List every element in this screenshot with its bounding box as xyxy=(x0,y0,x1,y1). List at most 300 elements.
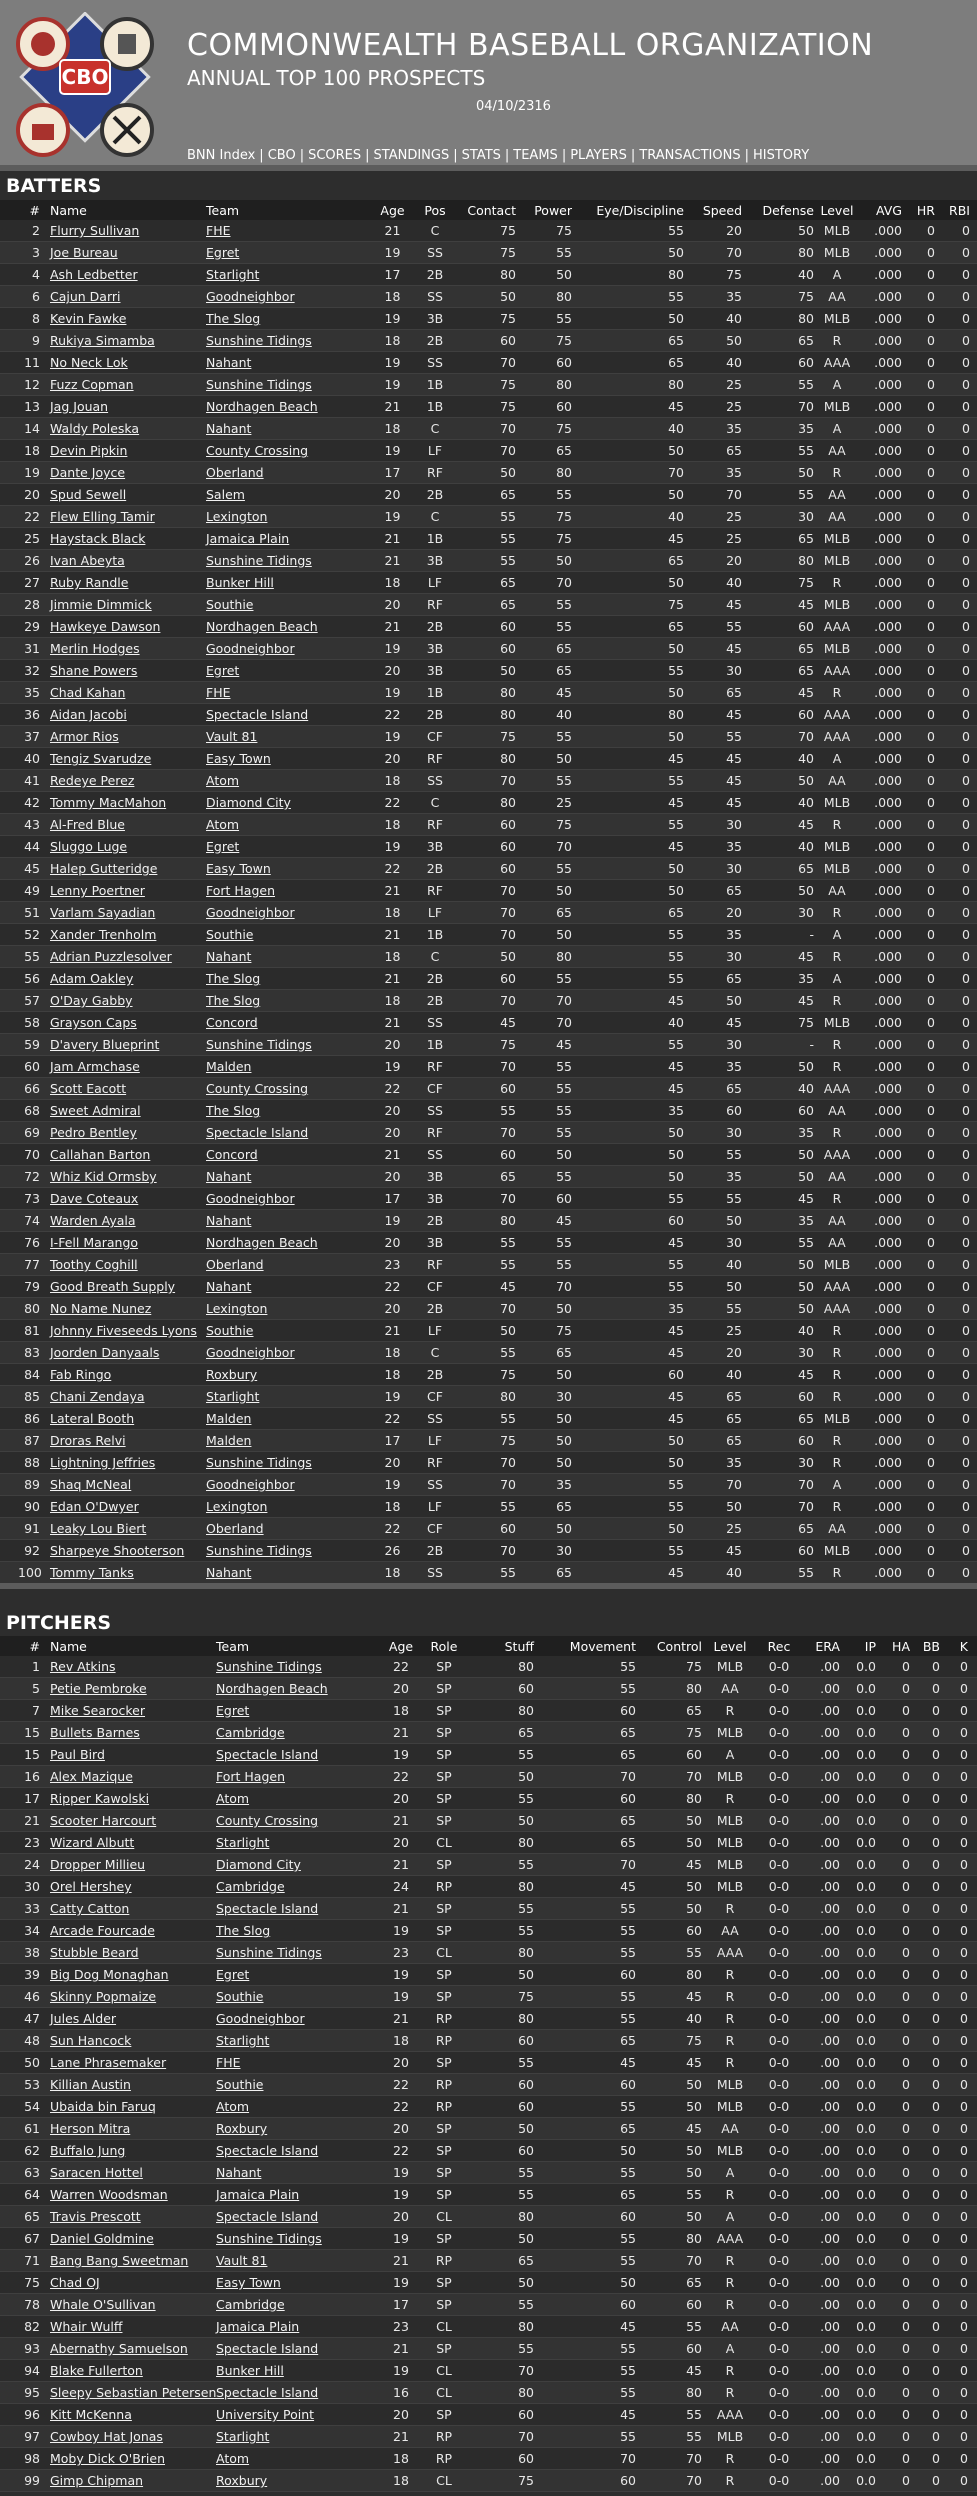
cell-pos: CF xyxy=(427,1389,443,1404)
cell-level: A xyxy=(832,1477,842,1492)
cell-player-name[interactable]: Tommy Tanks xyxy=(50,1565,134,1580)
cell-player-name[interactable]: Pedro Bentley xyxy=(50,1125,137,1140)
cell-player-name[interactable]: Toothy Coghill xyxy=(50,1257,138,1272)
cell-player-name[interactable]: Mike Searocker xyxy=(50,1703,146,1718)
cell-player-name[interactable]: Good Breath Supply xyxy=(50,1279,176,1294)
cell-team[interactable]: Concord xyxy=(206,1015,258,1030)
cell-player-name[interactable]: Big Dog Monaghan xyxy=(50,1967,169,1982)
cell-rbi: 0 xyxy=(962,1477,970,1492)
cell-team[interactable]: Sunshine Tidings xyxy=(206,377,312,392)
cell-hr: 0 xyxy=(927,223,935,238)
cell-eye-discipline: 35 xyxy=(668,1103,684,1118)
cell-player-name[interactable]: Cowboy Hat Jonas xyxy=(50,2429,163,2444)
nav-link-cbo[interactable]: CBO xyxy=(267,148,296,163)
cell-team[interactable]: Easy Town xyxy=(216,2275,281,2290)
cell-rank: 46 xyxy=(24,1989,40,2004)
cell-team[interactable]: Sunshine Tidings xyxy=(206,333,312,348)
cell-team[interactable]: Southie xyxy=(206,597,254,612)
cell-player-name[interactable]: Kevin Fawke xyxy=(50,311,127,326)
cell-player-name[interactable]: Joe Bureau xyxy=(50,245,118,260)
cell-player-name[interactable]: Adam Oakley xyxy=(50,971,134,986)
cell-team[interactable]: County Crossing xyxy=(206,443,309,458)
table-row xyxy=(0,440,977,462)
cell-team[interactable]: Lexington xyxy=(206,509,268,524)
cell-k: 0 xyxy=(960,2297,968,2312)
cell-player-name[interactable]: Chani Zendaya xyxy=(50,1389,145,1404)
cell-team[interactable]: Easy Town xyxy=(206,861,271,876)
cell-player-name[interactable]: Travis Prescott xyxy=(50,2209,141,2224)
cell-player-name[interactable]: Shaq McNeal xyxy=(50,1477,132,1492)
nav-link-standings[interactable]: STANDINGS xyxy=(373,148,450,163)
cell-rank: 62 xyxy=(24,2143,40,2158)
cell-team[interactable]: Spectacle Island xyxy=(216,1747,319,1762)
cell-team[interactable]: Goodneighbor xyxy=(206,641,295,656)
cell-player-name[interactable]: Jam Armchase xyxy=(50,1059,140,1074)
cell-team[interactable]: Goodneighbor xyxy=(206,1345,295,1360)
cell-team[interactable]: Nordhagen Beach xyxy=(206,399,318,414)
cell-k: 0 xyxy=(960,1857,968,1872)
cell-control: 50 xyxy=(686,1813,702,1828)
cell-team[interactable]: Spectacle Island xyxy=(216,2143,319,2158)
cell-avg: .000 xyxy=(874,1499,902,1514)
cell-team[interactable]: Egret xyxy=(206,839,240,854)
cell-player-name[interactable]: Jules Alder xyxy=(50,2011,117,2026)
cell-pos: 2B xyxy=(426,1301,444,1316)
cell-age: 21 xyxy=(384,883,401,898)
cell-pos: CF xyxy=(427,1081,443,1096)
cell-team[interactable]: Nahant xyxy=(216,2165,262,2180)
nav-separator: | xyxy=(453,148,458,163)
cell-power: 50 xyxy=(556,751,572,766)
cell-team[interactable]: Goodneighbor xyxy=(206,1191,295,1206)
nav-link-bnn-index[interactable]: BNN Index xyxy=(187,148,256,163)
cell-team[interactable]: Sunshine Tidings xyxy=(206,1037,312,1052)
cell-team[interactable]: Nahant xyxy=(206,1169,252,1184)
cell-level: AA xyxy=(721,2319,739,2334)
cell-team[interactable]: Nahant xyxy=(206,421,252,436)
cell-team[interactable]: Sunshine Tidings xyxy=(206,1543,312,1558)
cell-player-name[interactable]: No Name Nunez xyxy=(50,1301,152,1316)
cell-avg: .000 xyxy=(874,1059,902,1074)
cell-team[interactable]: Sunshine Tidings xyxy=(216,1945,322,1960)
cell-contact: 55 xyxy=(500,1257,516,1272)
cell-team[interactable]: Nordhagen Beach xyxy=(216,1681,328,1696)
pitchers-table xyxy=(0,1636,977,2492)
cell-team[interactable]: Sunshine Tidings xyxy=(206,553,312,568)
cell-rec: 0-0 xyxy=(768,2253,790,2268)
cell-player-name[interactable]: Chad Kahan xyxy=(50,685,126,700)
cell-player-name[interactable]: Whair Wulff xyxy=(50,2319,123,2334)
cell-player-name[interactable]: Sweet Admiral xyxy=(50,1103,141,1118)
cell-pos: RF xyxy=(427,1125,443,1140)
cell-player-name[interactable]: D'avery Blueprint xyxy=(50,1037,160,1052)
cell-team[interactable]: Atom xyxy=(216,1791,250,1806)
cell-team[interactable]: Malden xyxy=(206,1433,252,1448)
nav-link-scores[interactable]: SCORES xyxy=(308,148,362,163)
cell-level: R xyxy=(832,1455,842,1470)
cell-player-name[interactable]: Varlam Sayadian xyxy=(50,905,156,920)
cell-player-name[interactable]: Adrian Puzzlesolver xyxy=(50,949,172,964)
col-header-bb: BB xyxy=(922,1639,940,1654)
cell-team[interactable]: Nahant xyxy=(206,1213,252,1228)
cell-player-name[interactable]: No Neck Lok xyxy=(50,355,128,370)
nav-link-stats[interactable]: STATS xyxy=(461,148,501,163)
cell-eye-discipline: 55 xyxy=(668,1499,684,1514)
cell-player-name[interactable]: Lightning Jeffries xyxy=(50,1455,156,1470)
cell-team[interactable]: Spectacle Island xyxy=(216,2385,319,2400)
cell-team[interactable]: Diamond City xyxy=(206,795,291,810)
cell-team[interactable]: Southie xyxy=(216,2077,264,2092)
cell-team[interactable]: Atom xyxy=(206,817,240,832)
table-row xyxy=(0,2470,977,2492)
cell-speed: 30 xyxy=(726,1037,742,1052)
cell-team[interactable]: Jamaica Plain xyxy=(216,2187,300,2202)
cell-stuff: 55 xyxy=(518,2341,534,2356)
cell-team[interactable]: Starlight xyxy=(216,1835,270,1850)
cell-player-name[interactable]: Bang Bang Sweetman xyxy=(50,2253,189,2268)
cell-rank: 38 xyxy=(24,1945,40,1960)
cell-team[interactable]: FHE xyxy=(206,685,231,700)
cell-player-name[interactable]: Cajun Darri xyxy=(50,289,121,304)
cell-player-name[interactable]: Hawkeye Dawson xyxy=(50,619,161,634)
cell-player-name[interactable]: Blake Fullerton xyxy=(50,2363,143,2378)
cell-team[interactable]: Goodneighbor xyxy=(206,905,295,920)
cell-player-name[interactable]: Kitt McKenna xyxy=(50,2407,132,2422)
cell-team[interactable]: The Slog xyxy=(206,971,261,986)
cell-pos: RF xyxy=(427,751,443,766)
cell-team[interactable]: Jamaica Plain xyxy=(216,2319,300,2334)
cell-team[interactable]: The Slog xyxy=(206,1103,261,1118)
cell-team[interactable]: Spectacle Island xyxy=(216,2209,319,2224)
cell-rank: 55 xyxy=(24,949,40,964)
cell-player-name[interactable]: Dave Coteaux xyxy=(50,1191,139,1206)
cell-avg: .000 xyxy=(874,839,902,854)
cell-team[interactable]: Nordhagen Beach xyxy=(206,1235,318,1250)
cell-player-name[interactable]: Abernathy Samuelson xyxy=(50,2341,188,2356)
cell-defense: 45 xyxy=(798,597,814,612)
cell-speed: 25 xyxy=(726,531,742,546)
cell-power: 75 xyxy=(556,531,572,546)
cell-team[interactable]: Salem xyxy=(206,487,245,502)
cell-player-name[interactable]: Tommy MacMahon xyxy=(50,795,167,810)
cell-player-name[interactable]: Joorden Danyaals xyxy=(50,1345,160,1360)
cell-role: SP xyxy=(436,2407,452,2422)
cell-player-name[interactable]: Chad OJ xyxy=(50,2275,100,2290)
cell-rbi: 0 xyxy=(962,1521,970,1536)
cell-eye-discipline: 45 xyxy=(668,1345,684,1360)
cell-rank: 6 xyxy=(32,289,40,304)
cell-player-name[interactable]: Sharpeye Shooterson xyxy=(50,1543,185,1558)
cell-hr: 0 xyxy=(927,575,935,590)
cell-team[interactable]: FHE xyxy=(216,2055,241,2070)
cell-team[interactable]: Bunker Hill xyxy=(206,575,274,590)
cell-team[interactable]: Egret xyxy=(216,1703,250,1718)
cell-defense: 65 xyxy=(798,1521,814,1536)
cell-player-name[interactable]: Jag Jouan xyxy=(50,399,109,414)
cell-age: 21 xyxy=(384,223,401,238)
cell-player-name[interactable]: Wizard Albutt xyxy=(50,1835,135,1850)
cell-player-name[interactable]: Droras Relvi xyxy=(50,1433,126,1448)
cell-player-name[interactable]: Sluggo Luge xyxy=(50,839,128,854)
cell-player-name[interactable]: Sun Hancock xyxy=(50,2033,132,2048)
cell-team[interactable]: Fort Hagen xyxy=(206,883,276,898)
cell-hr: 0 xyxy=(927,487,935,502)
nav-link-players[interactable]: PLAYERS xyxy=(570,148,627,163)
nav-link-history[interactable]: HISTORY xyxy=(753,148,810,163)
cell-player-name[interactable]: Warden Ayala xyxy=(50,1213,136,1228)
cell-player-name[interactable]: Halep Gutteridge xyxy=(50,861,158,876)
cell-player-name[interactable]: Dante Joyce xyxy=(50,465,126,480)
cell-team[interactable]: Egret xyxy=(206,245,240,260)
cell-rank: 75 xyxy=(24,2275,40,2290)
cell-team[interactable]: Nahant xyxy=(206,355,252,370)
cell-player-name[interactable]: Bullets Barnes xyxy=(50,1725,140,1740)
cell-player-name[interactable]: Redeye Perez xyxy=(50,773,135,788)
cell-team[interactable]: Egret xyxy=(206,663,240,678)
cell-team[interactable]: Spectacle Island xyxy=(216,1901,319,1916)
cell-movement: 55 xyxy=(620,2363,636,2378)
cell-role: SP xyxy=(436,1923,452,1938)
cell-player-name[interactable]: Arcade Fourcade xyxy=(50,1923,155,1938)
cell-player-name[interactable]: Aidan Jacobi xyxy=(50,707,127,722)
cell-team[interactable]: Vault 81 xyxy=(216,2253,268,2268)
cell-team[interactable]: Fort Hagen xyxy=(216,1769,286,1784)
cell-player-name[interactable]: Lane Phrasemaker xyxy=(50,2055,167,2070)
col-header-control: Control xyxy=(656,1639,702,1654)
cell-team[interactable]: Malden xyxy=(206,1059,252,1074)
cell-player-name[interactable]: Merlin Hodges xyxy=(50,641,140,656)
cell-player-name[interactable]: Edan O'Dwyer xyxy=(50,1499,139,1514)
cell-team[interactable]: The Slog xyxy=(206,311,261,326)
cell-player-name[interactable]: Sleepy Sebastian Petersen xyxy=(50,2385,217,2400)
cell-team[interactable]: Sunshine Tidings xyxy=(216,1659,322,1674)
cell-player-name[interactable]: Grayson Caps xyxy=(50,1015,137,1030)
cell-player-name[interactable]: Al-Fred Blue xyxy=(50,817,125,832)
cell-team[interactable]: Egret xyxy=(216,1967,250,1982)
cell-ha: 0 xyxy=(902,1769,910,1784)
cell-rank: 16 xyxy=(24,1769,40,1784)
cell-ha: 0 xyxy=(902,2297,910,2312)
cell-player-name[interactable]: Moby Dick O'Brien xyxy=(50,2451,165,2466)
cell-team[interactable]: Nahant xyxy=(206,1279,252,1294)
cell-age: 18 xyxy=(384,1367,401,1382)
cell-hr: 0 xyxy=(927,1213,935,1228)
cell-player-name[interactable]: Scooter Harcourt xyxy=(50,1813,157,1828)
cell-player-name[interactable]: Daniel Goldmine xyxy=(50,2231,154,2246)
cell-pos: RF xyxy=(427,597,443,612)
cell-player-name[interactable]: Haystack Black xyxy=(50,531,146,546)
cell-team[interactable]: Diamond City xyxy=(216,1857,301,1872)
cell-team[interactable]: Oberland xyxy=(206,1521,264,1536)
cell-player-name[interactable]: Armor Rios xyxy=(50,729,119,744)
cell-team[interactable]: Nahant xyxy=(206,1565,252,1580)
cell-player-name[interactable]: Gimp Chipman xyxy=(50,2473,144,2488)
cell-eye-discipline: 50 xyxy=(668,729,684,744)
cell-team[interactable]: Atom xyxy=(216,2451,250,2466)
cell-team[interactable]: Spectacle Island xyxy=(206,707,309,722)
cell-team[interactable]: Nordhagen Beach xyxy=(206,619,318,634)
cell-team[interactable]: Atom xyxy=(216,2099,250,2114)
cell-team[interactable]: FHE xyxy=(206,223,231,238)
cell-player-name[interactable]: O'Day Gabby xyxy=(50,993,133,1008)
cell-movement: 60 xyxy=(620,2209,636,2224)
cell-player-name[interactable]: Saracen Hottel xyxy=(50,2165,143,2180)
table-row xyxy=(0,374,977,396)
cell-player-name[interactable]: Warren Woodsman xyxy=(50,2187,168,2202)
cell-player-name[interactable]: Scott Eacott xyxy=(50,1081,127,1096)
cell-k: 0 xyxy=(960,2077,968,2092)
cell-player-name[interactable]: Ruby Randle xyxy=(50,575,129,590)
cell-speed: 20 xyxy=(726,223,742,238)
cell-player-name[interactable]: Ivan Abeyta xyxy=(50,553,125,568)
nav-link-teams[interactable]: TEAMS xyxy=(513,148,558,163)
cell-level: R xyxy=(725,2451,735,2466)
cell-player-name[interactable]: Callahan Barton xyxy=(50,1147,151,1162)
cell-avg: .000 xyxy=(874,443,902,458)
cell-team[interactable]: Jamaica Plain xyxy=(206,531,290,546)
cell-player-name[interactable]: Stubble Beard xyxy=(50,1945,139,1960)
cell-player-name[interactable]: Rev Atkins xyxy=(50,1659,116,1674)
cell-player-name[interactable]: Shane Powers xyxy=(50,663,138,678)
cell-team[interactable]: Sunshine Tidings xyxy=(216,2231,322,2246)
cell-level: R xyxy=(832,1323,842,1338)
cell-player-name[interactable]: Ripper Kawolski xyxy=(50,1791,150,1806)
cell-team[interactable]: Southie xyxy=(206,927,254,942)
cell-player-name[interactable]: Petie Pembroke xyxy=(50,1681,147,1696)
cell-team[interactable]: Cambridge xyxy=(216,1725,285,1740)
cell-team[interactable]: Starlight xyxy=(206,267,260,282)
cell-team[interactable]: Easy Town xyxy=(206,751,271,766)
cell-team[interactable]: Roxbury xyxy=(216,2473,268,2488)
cell-team[interactable]: Roxbury xyxy=(216,2121,268,2136)
cell-speed: 25 xyxy=(726,377,742,392)
cell-era: .00 xyxy=(820,2055,840,2070)
cell-rank: 69 xyxy=(24,1125,40,1140)
cell-player-name[interactable]: Ubaida bin Faruq xyxy=(50,2099,156,2114)
cell-ip: 0.0 xyxy=(856,1747,876,1762)
cell-age: 17 xyxy=(384,1191,401,1206)
cell-player-name[interactable]: Jimmie Dimmick xyxy=(50,597,152,612)
cell-team[interactable]: Southie xyxy=(216,1989,264,2004)
cell-team[interactable]: Sunshine Tidings xyxy=(206,1455,312,1470)
cell-player-name[interactable]: Lateral Booth xyxy=(50,1411,135,1426)
cell-team[interactable]: Vault 81 xyxy=(206,729,258,744)
cell-age: 19 xyxy=(384,443,401,458)
cell-team[interactable]: Goodneighbor xyxy=(206,289,295,304)
nav-link-transactions[interactable]: TRANSACTIONS xyxy=(639,148,741,163)
cell-team[interactable]: Spectacle Island xyxy=(206,1125,309,1140)
cell-team[interactable]: The Slog xyxy=(216,1923,271,1938)
cell-rbi: 0 xyxy=(962,421,970,436)
cell-player-name[interactable]: Johnny Fiveseeds Lyons xyxy=(50,1323,197,1338)
cell-team[interactable]: Starlight xyxy=(206,1389,260,1404)
cell-team[interactable]: Goodneighbor xyxy=(206,1477,295,1492)
cell-team[interactable]: Malden xyxy=(206,1411,252,1426)
cell-player-name[interactable]: Fuzz Copman xyxy=(50,377,134,392)
cell-role: SP xyxy=(436,1967,452,1982)
cell-team[interactable]: Lexington xyxy=(206,1499,268,1514)
cell-player-name[interactable]: Buffalo Jung xyxy=(50,2143,126,2158)
cell-defense: - xyxy=(809,1037,814,1052)
cell-team[interactable]: County Crossing xyxy=(216,1813,319,1828)
cell-hr: 0 xyxy=(927,949,935,964)
cell-team[interactable]: Cambridge xyxy=(216,2297,285,2312)
cell-player-name[interactable]: Dropper Millieu xyxy=(50,1857,146,1872)
cell-rank: 70 xyxy=(24,1147,40,1162)
cell-team[interactable]: Starlight xyxy=(216,2033,270,2048)
cell-team[interactable]: The Slog xyxy=(206,993,261,1008)
cell-player-name[interactable]: Whale O'Sullivan xyxy=(50,2297,156,2312)
cell-team[interactable]: Cambridge xyxy=(216,1879,285,1894)
cell-rec: 0-0 xyxy=(768,2341,790,2356)
cell-team[interactable]: Roxbury xyxy=(206,1367,258,1382)
cell-hr: 0 xyxy=(927,1499,935,1514)
cell-player-name[interactable]: Flurry Sullivan xyxy=(50,223,140,238)
cell-power: 65 xyxy=(556,1499,572,1514)
cell-defense: 50 xyxy=(798,465,814,480)
cell-player-name[interactable]: Ash Ledbetter xyxy=(50,267,138,282)
cell-team[interactable]: Oberland xyxy=(206,465,264,480)
cell-player-name[interactable]: Killian Austin xyxy=(50,2077,131,2092)
cell-rec: 0-0 xyxy=(768,2429,790,2444)
cell-player-name[interactable]: Flew Elling Tamir xyxy=(50,509,155,524)
cell-player-name[interactable]: Whiz Kid Ormsby xyxy=(50,1169,157,1184)
cell-team[interactable]: Lexington xyxy=(206,1301,268,1316)
cell-player-name[interactable]: Rukiya Simamba xyxy=(50,333,155,348)
cell-team[interactable]: Starlight xyxy=(216,2429,270,2444)
cell-team[interactable]: Oberland xyxy=(206,1257,264,1272)
cell-player-name[interactable]: Leaky Lou Biert xyxy=(50,1521,147,1536)
cell-ip: 0.0 xyxy=(856,1989,876,2004)
cell-hr: 0 xyxy=(927,839,935,854)
cell-player-name[interactable]: Herson Mitra xyxy=(50,2121,131,2136)
cell-player-name[interactable]: Orel Hershey xyxy=(50,1879,132,1894)
cell-pos: SS xyxy=(427,1477,443,1492)
cell-team[interactable]: Nahant xyxy=(206,949,252,964)
cell-player-name[interactable]: Xander Trenholm xyxy=(50,927,157,942)
cell-player-name[interactable]: I-Fell Marango xyxy=(50,1235,139,1250)
cell-player-name[interactable]: Alex Mazique xyxy=(50,1769,133,1784)
cell-team[interactable]: Goodneighbor xyxy=(216,2011,305,2026)
cell-bb: 0 xyxy=(932,2341,940,2356)
cell-team[interactable]: County Crossing xyxy=(206,1081,309,1096)
cell-eye-discipline: 50 xyxy=(668,575,684,590)
cell-player-name[interactable]: Spud Sewell xyxy=(50,487,127,502)
cell-eye-discipline: 65 xyxy=(668,553,684,568)
cell-stuff: 55 xyxy=(518,2165,534,2180)
table-row xyxy=(0,484,977,506)
cell-team[interactable]: Concord xyxy=(206,1147,258,1162)
cell-player-name[interactable]: Skinny Popmaize xyxy=(50,1989,157,2004)
cell-player-name[interactable]: Devin Pipkin xyxy=(50,443,128,458)
cell-player-name[interactable]: Waldy Poleska xyxy=(50,421,140,436)
cell-hr: 0 xyxy=(927,905,935,920)
cell-team[interactable]: Spectacle Island xyxy=(216,2341,319,2356)
cell-player-name[interactable]: Catty Catton xyxy=(50,1901,130,1916)
cell-player-name[interactable]: Paul Bird xyxy=(50,1747,105,1762)
cell-avg: .000 xyxy=(874,641,902,656)
cell-player-name[interactable]: Fab Ringo xyxy=(50,1367,112,1382)
cell-team[interactable]: Southie xyxy=(206,1323,254,1338)
cell-player-name[interactable]: Lenny Poertner xyxy=(50,883,145,898)
cell-k: 0 xyxy=(960,1747,968,1762)
cell-team[interactable]: University Point xyxy=(216,2407,315,2422)
cell-contact: 55 xyxy=(500,531,516,546)
cell-avg: .000 xyxy=(874,883,902,898)
cell-team[interactable]: Atom xyxy=(206,773,240,788)
cell-player-name[interactable]: Tengiz Svarudze xyxy=(50,751,152,766)
cell-team[interactable]: Bunker Hill xyxy=(216,2363,284,2378)
